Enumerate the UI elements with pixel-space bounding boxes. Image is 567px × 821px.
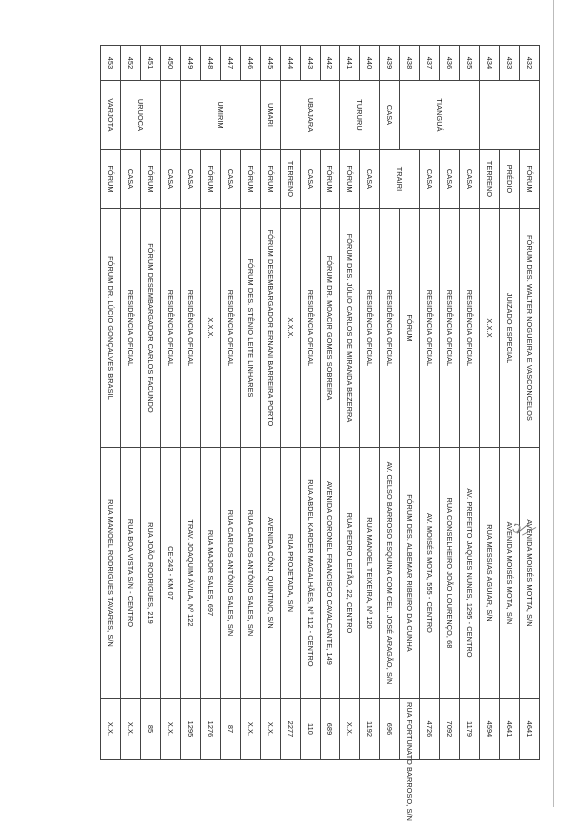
cell-code: 4726 [420, 699, 440, 760]
cell-type: TERRENO [280, 150, 300, 209]
cell-code: X.X. [240, 699, 260, 760]
cell-addr: RUA CARLOS ANTÔNIO SALES, S/N [220, 448, 240, 699]
cell-type: FÓRUM [140, 150, 160, 209]
cell-type: FÓRUM [260, 150, 280, 209]
cell-addr: AVENIDA MOISÉS MOTTA, S/N [520, 448, 540, 699]
cell-desc: X.X.X [480, 209, 500, 448]
cell-code: 2277 [280, 699, 300, 760]
cell-code: 1276 [200, 699, 220, 760]
cell-code: 4594 [480, 699, 500, 760]
cell-code: 689 [320, 699, 340, 760]
cell-city [480, 81, 540, 150]
cell-addr: RUA PROJETADA, S/N [280, 448, 300, 699]
cell-code: X.X. [120, 699, 140, 760]
table-row [360, 46, 380, 760]
cell-addr: RUA BOA VISTA S/N - CENTRO [120, 448, 140, 699]
cell-addr: AVENIDA CORONEL FRANCISCO CAVALCANTE, 149 [320, 448, 340, 699]
cell-code: X.X. [101, 699, 121, 760]
table-row [320, 46, 340, 760]
cell-type: FÓRUM [200, 150, 220, 209]
cell-type: CASA [180, 150, 200, 209]
cell-desc: RESIDÊNCIA OFICIAL [460, 209, 480, 448]
cell-num: 448 [200, 46, 220, 81]
cell-code: 696 [380, 699, 400, 760]
table-row [440, 46, 460, 760]
table-row [160, 46, 180, 760]
cell-type: FÓRUM [320, 150, 340, 209]
cell-type: CASA [300, 150, 320, 209]
cell-desc: FÓRUM DR. LÚCIO GONÇALVES BRASIL [101, 209, 121, 448]
cell-type: FÓRUM [400, 209, 420, 448]
table-row [260, 46, 280, 760]
cell-code: 1295 [180, 699, 200, 760]
cell-code: 4641 [520, 699, 540, 760]
cell-addr: RUA FORTUNATO BARROSO, S/N [400, 699, 420, 760]
table-row [280, 46, 300, 760]
cell-desc: RESIDÊNCIA OFICIAL [220, 209, 240, 448]
cell-addr: RUA JOÃO RODRIGUES, 219 [140, 448, 160, 699]
cell-code: X.X. [260, 699, 280, 760]
table-row [480, 46, 500, 760]
cell-desc: FÓRUM DES. JÚLIO CARLOS DE MIRANDA BEZERRA [340, 209, 360, 448]
cell-num: 450 [160, 46, 180, 81]
cell-type: FÓRUM [101, 150, 121, 209]
cell-city: UMARI [260, 81, 280, 150]
table-row [520, 46, 540, 760]
cell-num: 442 [320, 46, 340, 81]
cell-city: TIANGUÁ [400, 81, 480, 150]
cell-addr: AV. PREFEITO JAQUES NUNES, 1295 - CENTRO [460, 448, 480, 699]
cell-num: 437 [420, 46, 440, 81]
cell-code: 87 [220, 699, 240, 760]
cell-addr: RUA PEDRO LEITÃO, 22, CENTRO [340, 448, 360, 699]
cell-type: FÓRUM [340, 150, 360, 209]
cell-addr: RUA CONSELHEIRO JOÃO LOURENÇO, 68 [440, 448, 460, 699]
cell-code: 7092 [440, 699, 460, 760]
cell-addr: TRAV. JOAQUIM ÁVILA, Nº 122 [180, 448, 200, 699]
cell-code: 1192 [360, 699, 380, 760]
table-row [460, 46, 480, 760]
document-page [100, 45, 540, 821]
cell-addr: RUA CARLOS ANTÔNIO SALES, S/N [240, 448, 260, 699]
cell-desc: RESIDÊNCIA OFICIAL [380, 209, 400, 448]
cell-desc: RESIDÊNCIA OFICIAL [300, 209, 320, 448]
cell-type: PRÉDIO [500, 150, 520, 209]
cell-type: FÓRUM [240, 150, 260, 209]
cell-type: CASA [120, 150, 140, 209]
cell-addr: AVENIDA CÔNJ. QUINTINO, S/N [260, 448, 280, 699]
table-row [400, 46, 420, 760]
property-table [100, 45, 540, 821]
cell-desc: RESIDÊNCIA OFICIAL [420, 209, 440, 448]
table-row [420, 46, 440, 760]
table-row [300, 46, 320, 760]
table-row [140, 46, 160, 760]
cell-desc: RESIDÊNCIA OFICIAL [180, 209, 200, 448]
cell-addr: RUA MAJOR SALES, 697 [200, 448, 220, 699]
page-edge-line [553, 0, 554, 807]
cell-desc: RESIDÊNCIA OFICIAL [120, 209, 140, 448]
cell-addr: RUA MANOEL RODRIGUES TAVARES, S/N [101, 448, 121, 699]
cell-type: CASA [360, 150, 380, 209]
table-row [180, 46, 200, 760]
cell-num: 446 [240, 46, 260, 81]
property-table-body [101, 46, 540, 821]
cell-num: 439 [380, 46, 400, 81]
cell-num: 433 [500, 46, 520, 81]
cell-type: CASA [380, 81, 400, 150]
table-row [240, 46, 260, 760]
table-row [220, 46, 240, 760]
cell-num: 451 [140, 46, 160, 81]
cell-num: 447 [220, 46, 240, 81]
table-row [500, 46, 520, 760]
cell-addr: RUA MESSIAS AGUIAR, S/N [480, 448, 500, 699]
cell-type: CASA [420, 150, 440, 209]
cell-desc: FÓRUM DESEMBARGADOR CARLOS FACUNDO [140, 209, 160, 448]
cell-desc: FÓRUM DES. WALTER NOGUEIRA E VASCONCELOS [520, 209, 540, 448]
handwritten-mark: ↄ⁄⟋ [509, 516, 538, 543]
cell-code: 4641 [500, 699, 520, 760]
cell-num: 445 [260, 46, 280, 81]
cell-num: 434 [480, 46, 500, 81]
cell-desc: FÓRUM DR. MOACIR GOMES SOBREIRA [320, 209, 340, 448]
cell-desc: X.X.X. [280, 209, 300, 448]
cell-code: X.X. [160, 699, 180, 760]
cell-desc: RESIDÊNCIA OFICIAL [160, 209, 180, 448]
cell-desc: X.X.X. [200, 209, 220, 448]
cell-type: CASA [440, 150, 460, 209]
rotated-table-container [100, 45, 540, 821]
table-row [101, 46, 121, 760]
cell-num: 444 [280, 46, 300, 81]
cell-num: 449 [180, 46, 200, 81]
table-row [340, 46, 360, 760]
cell-num: 453 [101, 46, 121, 81]
cell-code: 110 [300, 699, 320, 760]
cell-code: 1179 [460, 699, 480, 760]
cell-type: CASA [460, 150, 480, 209]
cell-code: 85 [140, 699, 160, 760]
cell-desc: RESIDÊNCIA OFICIAL [360, 209, 380, 448]
cell-num: 443 [300, 46, 320, 81]
cell-city: URUOCA [120, 81, 160, 150]
cell-num: 432 [520, 46, 540, 81]
table-row [120, 46, 140, 760]
cell-num: 436 [440, 46, 460, 81]
cell-num: 435 [460, 46, 480, 81]
cell-desc: FÓRUM DESEMBARGADOR ERNANI BARREIRA PORTO [260, 209, 280, 448]
cell-addr: AVENIDA MOISÉS MOTA, S/N [500, 448, 520, 699]
cell-city: VARJOTA [101, 81, 121, 150]
cell-city: UMIRIM [180, 81, 260, 150]
cell-city: UBAJARA [280, 81, 340, 150]
cell-num: 441 [340, 46, 360, 81]
cell-addr: RUA MANOEL TEIXEIRA, Nº 120 [360, 448, 380, 699]
cell-city: TRAIRI [380, 150, 420, 209]
cell-type: TERRENO [480, 150, 500, 209]
cell-num: 452 [120, 46, 140, 81]
table-row [200, 46, 220, 760]
cell-addr: CE-243 - KM 07 [160, 448, 180, 699]
cell-type: CASA [220, 150, 240, 209]
cell-type: FÓRUM [520, 150, 540, 209]
cell-addr: AV. MOISÉS MOTA, 555 - CENTRO [420, 448, 440, 699]
cell-city [160, 81, 180, 150]
cell-desc: FÓRUM DES. ALBEMAR RIBEIRO DA CUNHA [400, 448, 420, 699]
cell-num: 440 [360, 46, 380, 81]
cell-desc: FÓRUM DES. STÊNIO LEITE LINHARES [240, 209, 260, 448]
cell-addr: AV. CELSO BARROSO ESQUINA COM CEL. JOSÉ ARAGÃO, S/N [380, 448, 400, 699]
cell-type: CASA [160, 150, 180, 209]
cell-desc: RESIDÊNCIA OFICIAL [440, 209, 460, 448]
cell-num: 438 [400, 46, 420, 81]
cell-city: TURURU [340, 81, 380, 150]
cell-desc: JUIZADO ESPECIAL [500, 209, 520, 448]
cell-code: X.X. [340, 699, 360, 760]
cell-addr: RUA ABDEL KARDER MAGALHÃES, Nº 112 - CENTRO [300, 448, 320, 699]
